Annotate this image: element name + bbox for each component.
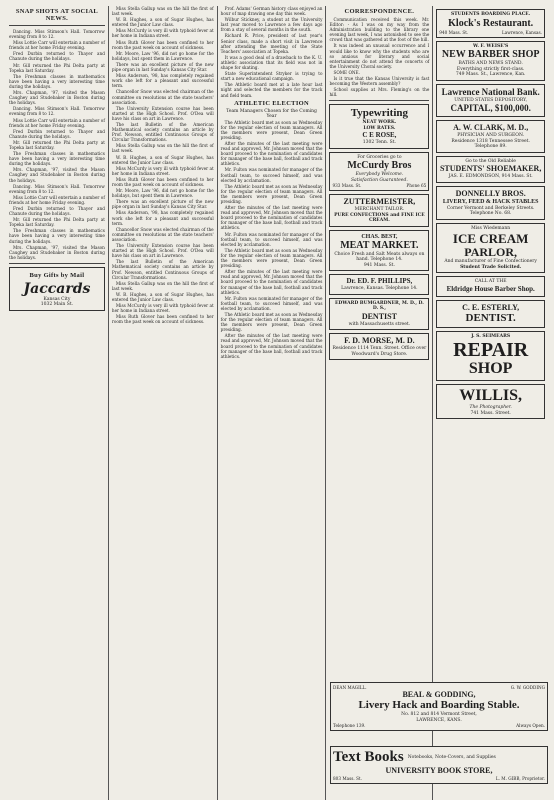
typewriting-line1: NEAT WORK.: [362, 120, 397, 126]
note: Is it true that the Kansas University is fast becoming the Western assembly?: [329, 76, 430, 87]
weise-sub: BATHS AND NEWS STAND.: [458, 61, 523, 66]
news-item: Fred Durbin returned to Thayer and Chanute during the holidays.: [9, 128, 105, 139]
news-item: Miss Ruth Glover has been confined to her room the past week on account of sickness.: [111, 39, 214, 50]
news-item: The University Extension course has been started at the High School. Prof. O'Dea will have his class on art in Lawrence.: [111, 105, 214, 121]
weise-ad: [436, 41, 545, 81]
bank-capital: CAPITAL, $100,000.: [450, 103, 531, 113]
repair-owner: J. S. SEIMEARS: [471, 333, 511, 339]
news-item: The Freshman classes in mathematics have been having a very interesting time during the holidays.: [9, 228, 105, 244]
meat-market-owner: CHAS. BEST,: [361, 233, 398, 240]
column-4: [326, 6, 433, 800]
donnelly-sub: Corner Vermont and Berkeley Streets.: [446, 205, 535, 211]
mccurdy-pre: For Groceries go to: [357, 154, 402, 160]
mccurdy-title: McCurdy Bros: [347, 160, 412, 172]
news-item: The Athletic board met as soon as Wednesday for the regular election of team managers. All the members were present, Dean Green presiding.: [220, 247, 323, 269]
beal-phone: Telephone 139.: [333, 723, 366, 728]
phillips-ad: [329, 274, 429, 295]
donnelly-big: LIVERY, FEED & HACK STABLES: [442, 198, 539, 205]
morse-sub: Residence 1114 Tenn. Street. Office over Woodward's Drug Store.: [332, 346, 427, 357]
clark-phone: Telephone 89.: [474, 144, 507, 149]
donnelly-ad: [436, 186, 545, 220]
news-item: Wilbur Stickney, a student at the University last year moved to Lawrence a few days ago from a stay of several months in the south.: [220, 17, 323, 33]
esterly-title: C. E. ESTERLY,: [462, 302, 520, 312]
repair-title: REPAIR: [453, 339, 529, 361]
news-item: Mr. Moore, Law '96, did not go home for the holidays, but spent them in Lawrence.: [111, 50, 214, 61]
snapshots-heading: SNAP SHOTS AT SOCIAL NEWS.: [15, 8, 99, 22]
column-1: [6, 6, 109, 800]
clark-ad: [436, 120, 545, 153]
news-item: Mr. Fulton was nominated for manager of the football team, to succeed himself, and was elected by acclamation.: [220, 295, 323, 311]
divider: [9, 25, 105, 26]
news-item: Miss Stella Gallup was on the hill the first of last week.: [111, 6, 214, 17]
zuttermeister-line: PURE CONFECTIONS and FINE ICE CREAM.: [334, 212, 425, 224]
beal-godding: G. W. GODDING: [510, 685, 545, 690]
shoemaker-address: JAS. E. EDMONDSON, 914 Mass. St.: [448, 174, 533, 179]
news-item: Mrs. Chapman, '97, visited the Mason Caughey and Studebaker in Boston during the holidays.: [9, 167, 105, 183]
text-books-sub: Notebooks, Note-Covers, and Supplies: [407, 754, 496, 760]
news-item: Mr. Moore, Law '96, did not go home for the holidays, but spent them in Lawrence.: [111, 188, 214, 199]
ad-city: Kansas City: [43, 296, 71, 302]
news-item: After the minutes of the last meeting were read and approved, Mr. Johnson moved that the board proceed to the nomination of candidates for manager of the base ball, football and track athletics.: [220, 333, 323, 359]
meat-market-sub: Choice Fresh and Salt Meats always on hand. Telephone 14.: [334, 251, 425, 263]
phillips-title: Dr. ED. F. PHILLIPS,: [346, 277, 413, 286]
typewriting-line2: LOW RATES.: [363, 125, 396, 131]
beal-footer: [333, 723, 545, 728]
phillips-sub: Lawrence, Kansas. Telephone 14.: [341, 286, 418, 292]
eldridge-title: Eldridge House Barber Shop.: [446, 284, 535, 293]
repair-title-2: SHOP: [468, 360, 513, 377]
esterly-ad: [436, 300, 545, 328]
clark-title: A. W. CLARK, M. D.,: [453, 123, 529, 132]
news-item: Mrs. Chapman, '97, visited the Mason Caughey and Studebaker in Boston during the holidays.: [9, 90, 105, 106]
text-books-address: 803 Mass. St.: [333, 776, 362, 781]
meat-market-ad: [329, 230, 429, 272]
bank-title: Lawrence National Bank.: [441, 86, 540, 97]
klock-title: STUDENTS BOARDING PLACE.: [450, 12, 531, 17]
news-item: Dancing. Miss Stimson's Hall. Tomorrow evening from 8 to 12.: [9, 106, 105, 117]
klock-city: Lawrence, Kansas.: [502, 29, 543, 35]
snapshots-body: [9, 29, 105, 260]
zuttermeister-ad: [329, 194, 429, 227]
news-item: Chancellor Snow was elected chairman of the committee on resolutions at the state teachers' association.: [111, 89, 214, 105]
ad-title: Buy Gifts by Mail: [29, 271, 85, 279]
beal-tagline: Always Open.: [516, 723, 545, 728]
shoemaker-ad: [436, 156, 545, 183]
mccurdy-phone: Phone 65: [406, 183, 427, 189]
news-item: After the minutes of the last meeting were read and approved, Mr. Johnson moved that the board proceed to the nomination of candidates for manager of the base ball, football and track athletics.: [220, 269, 323, 295]
news-item: After the minutes of the last meeting were read and approved, Mr. Johnson moved that the board proceed to the nomination of candidates for manager of the base ball, football and track athletics.: [220, 205, 323, 231]
typewriting-name: C E ROSE,: [362, 131, 397, 140]
news-item: Miss McCurdy is very ill with typhoid fever at her home in Indiana street.: [111, 28, 214, 39]
news-item: The last Bulletin of the American Mathematical society contains an article by Prof. Newson, entitled Continuous Groups of Circular Transformations.: [111, 121, 214, 143]
weise-name: NEW BARBER SHOP: [441, 49, 540, 60]
news-item: After the minutes of the last meeting were read and approved, Mr. Johnson moved that the board proceed to the nomination of candidates for manager of the base ball, football and track athletics.: [220, 140, 323, 167]
weise-title: W. F. WEISE'S: [473, 43, 509, 49]
text-books-proprietor: L. M. GIBB, Proprietor.: [495, 776, 545, 781]
news-item: There was an excellent picture of the new pipe organ in last Sunday's Kansas City Star.: [111, 61, 214, 73]
weise-address: 749 Mass. St., Lawrence, Kan.: [455, 72, 526, 77]
athletic-election-subheading: Team Managers Chosen for the Coming Year: [226, 108, 317, 120]
column-3-body: [221, 6, 323, 98]
news-item: Mr. Gill returned the Phi Delta party at Topeka last Saturday.: [9, 62, 105, 73]
news-item: The Athletic board met at a late hour last night and selected the members for the track and field team.: [220, 82, 323, 98]
news-item: Miss Stella Gallup was on the hill the first of last week.: [111, 280, 214, 291]
typewriting-address: 1302 Tenn. St.: [362, 140, 396, 146]
beal-big: Livery Hack and Boarding Stable.: [358, 699, 520, 711]
klock-ad: [436, 9, 545, 38]
news-item: Fred Durbin returned to Thayer and Chanute during the holidays.: [9, 51, 105, 62]
repair-shop-ad: [436, 331, 545, 382]
note: School supplies at Mrs. Fleming's on the hill.: [329, 87, 430, 98]
news-item: Miss Anderson, '98, has completely regained work she left for a pleasant and successful term.: [111, 73, 214, 89]
news-item: Miss Ruth Glover has been confined to her room the past week on account of sickness.: [111, 176, 214, 187]
column-2-body: [112, 6, 214, 324]
divider: [329, 100, 429, 101]
esterly-sub: DENTIST.: [465, 311, 516, 324]
mccurdy-ad: [329, 152, 429, 192]
news-item: The Athletic board met as soon as Wednesday for the regular election of team managers. All the members were present, Dean Green presiding.: [220, 119, 323, 140]
typewriting-title: Typewriting: [350, 107, 408, 120]
weise-line: Everything strictly first-class.: [456, 66, 525, 72]
willis-sub: The Photographer.: [469, 405, 512, 410]
ice-cream-pre: Miss Wiedemann: [471, 225, 511, 231]
bumgardner-address: with Massachusetts street.: [348, 321, 411, 327]
willis-address: 741 Mass. Street.: [470, 410, 511, 416]
mccurdy-address: 933 Mass. St.: [332, 183, 362, 189]
news-item: Fred Durbin returned to Thayer and Chanute during the holidays.: [9, 206, 105, 217]
mccurdy-tagline-2: Satisfaction Guaranteed.: [350, 177, 408, 183]
beal-title: BEAL & GODDING,: [402, 690, 476, 699]
news-item: The Freshman classes in mathematics have been having a very interesting time during the holidays.: [9, 151, 105, 167]
ad-address: 1032 Main St.: [40, 302, 74, 308]
divider: [9, 263, 105, 264]
zuttermeister-title: ZUTTERMEISTER,: [343, 197, 416, 207]
column-3: [218, 6, 327, 800]
text-books-store: UNIVERSITY BOOK STORE,: [385, 766, 493, 775]
beal-city: LAWRENCE, KANS.: [416, 717, 462, 723]
column-2: [109, 6, 218, 800]
news-item: W. B. Hughes, a son of Sugar Hughes, has entered the Junior Law class.: [111, 154, 214, 165]
news-item: Miss McCurdy is very ill with typhoid fever at her home in Indiana street.: [111, 165, 214, 176]
typewriting-ad: [329, 104, 429, 149]
bank-sub: UNITED STATES DEPOSITORY,: [454, 97, 528, 103]
klock-name: Klock's Restaurant.: [448, 17, 534, 29]
news-item: Miss Stella Gallup was on the hill the first of last week.: [111, 143, 214, 154]
jaccards-ad: [9, 267, 105, 311]
columns: [6, 6, 548, 800]
news-item: Mr. Fulton was nominated for manager of the football team, to succeed himself, and was elected by acclamation.: [220, 167, 323, 183]
ice-cream-ad: [436, 223, 545, 274]
ice-cream-title-2: PARLOR,: [464, 245, 518, 259]
klock-footer: [439, 30, 542, 35]
news-item: The last Bulletin of the American Mathematical society contains an article by Prof. Newson, entitled Continuous Groups of Circular Transformations.: [111, 259, 214, 280]
shoemaker-pre: Go to the Old Reliable: [465, 158, 516, 164]
news-item: Richard R. Price, president of last year's Senior class, made a short visit in Lawrence after attending the meeting of the State Teachers' association at Topeka.: [220, 33, 323, 54]
clark-sub: PHYSICIAN AND SURGEON.: [457, 133, 525, 138]
news-item: Chancellor Snow was elected chairman of the committee on resolutions at the state teachers' association.: [111, 226, 214, 242]
text-books-ad: [330, 746, 548, 784]
eldridge-pre: CALL AT THE: [474, 279, 507, 284]
zuttermeister-sub: MERCHANT TAILOR.: [354, 207, 405, 213]
correspondence-heading: CORRESPONDENCE.: [344, 8, 415, 15]
news-item: Miss Anderson, '98, has completely regained work she left for a pleasant and successful term.: [111, 210, 214, 226]
letter-paragraph: It was indeed an unusual occurrence and I would like to know why the students who are so anxious for literary and social entertainment do not attend the concerts of the University Choral society.: [329, 43, 430, 69]
klock-address: 940 Mass. St.: [439, 29, 469, 35]
news-item: The Athletic board met as soon as Wednesday for the regular election of team managers. All the members were present, Dean Green presiding.: [220, 183, 323, 204]
letter-paragraph: Communication received this week. Mr. Editor: - As I was on my way from the Administration building to the library one evening last week, I was astonished to see the crowd that was gathered at the foot of the hill.: [329, 17, 430, 43]
news-item: Mrs. Chapman, '97, visited the Mason Caughey and Studebaker in Boston during the holidays.: [9, 244, 105, 260]
text-books-footer: [333, 776, 545, 781]
news-item: It was a good deal of a drawback to the K. U. athletic association that its field was not in shape for skating.: [220, 54, 323, 71]
column-5: [433, 6, 548, 800]
news-item: Miss Ruth Glover has been confined to her room the past week on account of sickness.: [111, 314, 214, 325]
meat-market-title: MEAT MARKET.: [340, 239, 419, 251]
news-item: There was an excellent picture of the new pipe organ in last Sunday's Kansas City Star.: [111, 199, 214, 210]
morse-ad: [329, 333, 429, 360]
shoemaker-title: STUDENTS' SHOEMAKER,: [439, 164, 542, 173]
bumgardner-ad: [329, 298, 429, 331]
jaccards-logo: Jaccards: [23, 280, 91, 297]
morse-title: F. D. MORSE, M. D.: [344, 336, 415, 346]
beal-address: No. 812 and 814 Vermont Street,: [401, 712, 477, 717]
news-item: W. B. Hughes, a son of Sugar Hughes, has entered the Junior Law class.: [111, 291, 214, 302]
meat-market-address: 941 Mass. St.: [363, 262, 395, 268]
bumgardner-sub: DENTIST: [361, 311, 397, 321]
news-item: Mr. Gill returned the Phi Delta party at Topeka last Saturday.: [9, 139, 105, 150]
mccurdy-tagline: Everybody Welcome.: [355, 172, 404, 178]
news-item: Prof. Adams' German history class enjoyed an hour of map drawing one day this week.: [220, 6, 323, 17]
donnelly-phone: Telephone No. 68.: [469, 211, 512, 216]
donnelly-title: DONNELLY BROS.: [455, 188, 526, 198]
news-item: Dancing. Miss Stimson's Hall. Tomorrow evening from 8 to 12.: [9, 29, 105, 40]
eldridge-ad: [436, 276, 545, 297]
bumgardner-title: EDWARD BUMGARDNER, M. D., D. D. S.,: [335, 300, 424, 312]
news-item: The Freshman classes in mathematics have been having a very interesting time during the holidays.: [9, 73, 105, 89]
ice-cream-title: ICE CREAM: [452, 231, 529, 246]
news-item: Miss Lottie Carr will entertain a number of friends at her home Friday evening.: [9, 117, 105, 128]
news-item: The Athletic board met as soon as Wednesday for the regular election of team managers. All the members were present, Dean Green presiding.: [220, 311, 323, 333]
clark-line: Residence 1318 Tennessee Street.: [451, 138, 530, 144]
text-books-header: [333, 749, 545, 766]
news-item: W. B. Hughes, a son of Sugar Hughes, has entered the Junior Law class.: [111, 17, 214, 28]
news-item: Miss Lottie Carr will entertain a number of friends at her home Friday evening.: [9, 194, 105, 205]
beal-godding-ad: [330, 682, 548, 731]
letter-signature: SOME ONE.: [333, 69, 360, 75]
willis-title: WILLIS,: [459, 387, 522, 404]
news-item: Miss Lottie Carr will entertain a number of friends at her home Friday evening.: [9, 40, 105, 51]
willis-ad: [436, 384, 545, 419]
athletic-election-heading: ATHLETIC ELECTION: [234, 99, 309, 107]
beal-dean: DEAN MAGILL.: [333, 685, 367, 690]
news-item: State Superintendent Stryker is trying to start a new educational campaign.: [220, 71, 323, 82]
news-item: The University Extension course has been started at the High School. Prof. O'Dea will have his class on art in Lawrence.: [111, 243, 214, 259]
news-item: Mr. Fulton was nominated for manager of the football team, to succeed himself, and was elected by acclamation.: [220, 231, 323, 247]
ice-cream-sub: And manufacturer of Fine Confectionery: [444, 259, 537, 264]
bank-ad: [436, 84, 545, 118]
news-item: Miss McCurdy is very ill with typhoid fever at her home in Indiana street.: [111, 303, 214, 314]
athletic-election-body: [221, 120, 323, 359]
mccurdy-footer: [332, 183, 426, 188]
text-books-title: Text Books: [333, 749, 404, 765]
ice-cream-sub-2: Student Trade Solicited.: [460, 264, 522, 270]
news-item: Dancing. Miss Stimson's Hall. Tomorrow evening from 8 to 12.: [9, 183, 105, 194]
correspondence-body: [329, 17, 429, 97]
news-item: Mr. Gill returned the Phi Delta party at Topeka last Saturday.: [9, 217, 105, 228]
